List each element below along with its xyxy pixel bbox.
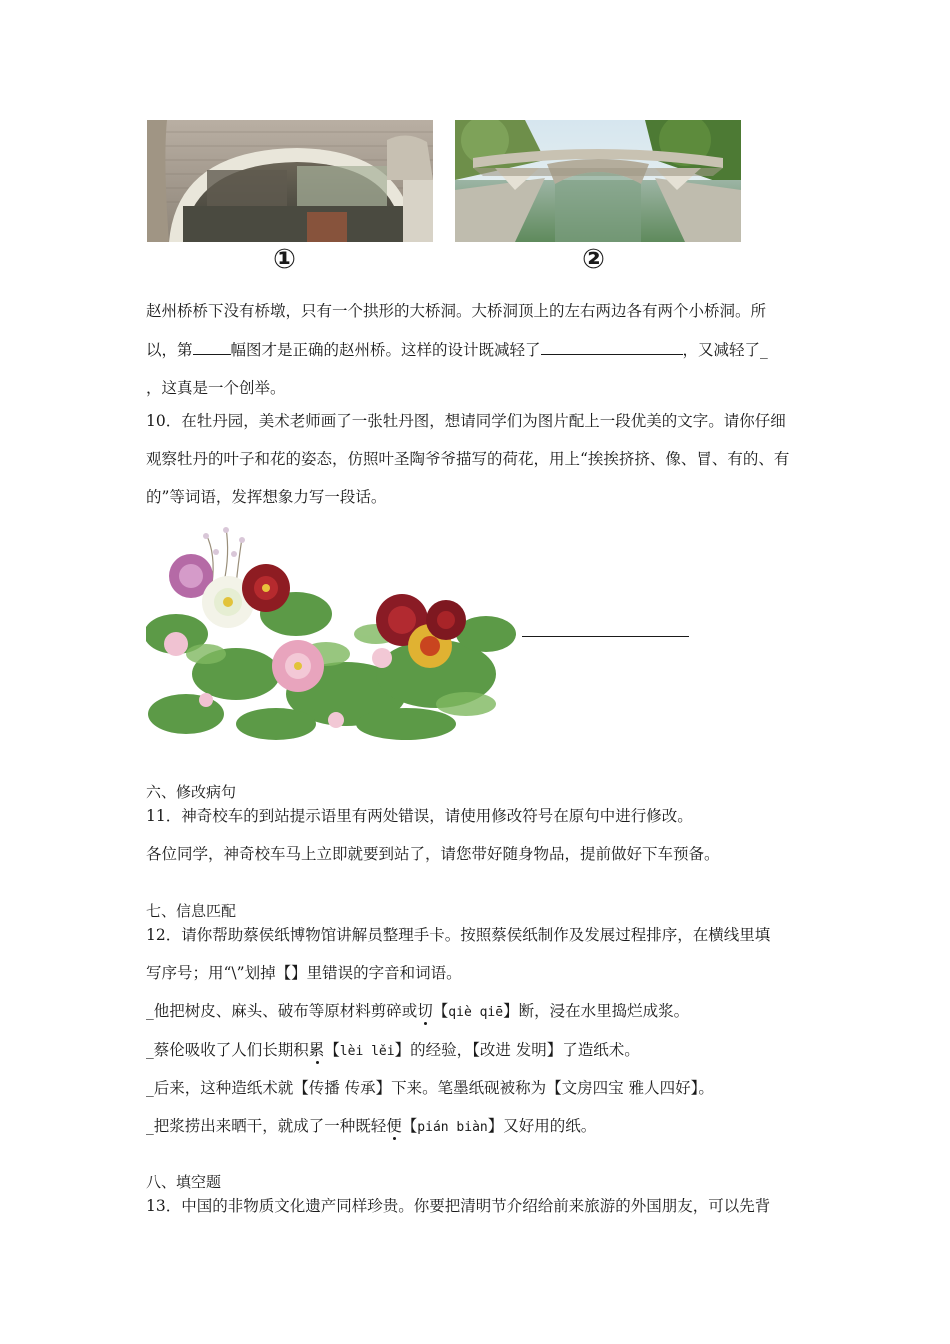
- bridge-label-2: ②: [582, 244, 605, 275]
- q12-item-1: [146, 1000, 689, 1024]
- q12-line1: 12．请你帮助蔡侯纸博物馆讲解员整理手卡。按照蔡侯纸制作及发展过程排序，在横线里填: [146, 926, 771, 944]
- q12-item-2-char: 累: [308, 1041, 325, 1059]
- q12-item-1-pinyin[interactable]: qiè qiē: [448, 1005, 504, 1020]
- q12-item-2-bracket-open: 【: [324, 1041, 340, 1059]
- q12-item-4-pinyin[interactable]: pián biàn: [417, 1120, 488, 1135]
- q12-item-4-bracket-open: 【: [401, 1117, 418, 1135]
- section6-title: 六、修改病句: [146, 783, 237, 801]
- q12-line2: 写序号；用“\”划掉【】里错误的字音和词语。: [146, 964, 462, 982]
- peony-painting: [146, 524, 520, 740]
- q9-line2-c: ，又减轻了_: [682, 341, 768, 359]
- picture-number-blank[interactable]: [193, 338, 231, 355]
- bridge-photo-1: [147, 120, 433, 242]
- q10-line2: 观察牡丹的叶子和花的姿态，仿照叶圣陶爷爷描写的荷花，用上“挨挨挤挤、像、冒、有的、有: [146, 450, 790, 468]
- q12-item-2-pinyin[interactable]: lèi lěi: [339, 1044, 395, 1059]
- q12-item-4-char: 便: [386, 1117, 402, 1135]
- q10-line1: 10．在牡丹园，美术老师画了一张牡丹图，想请同学们为图片配上一段优美的文字。请你仔细: [146, 412, 786, 430]
- q12-item-2-rest: 】的经验，【改进 发明】了造纸术。: [394, 1041, 640, 1059]
- q9-line3: ，这真是一个创举。: [146, 379, 286, 397]
- q9-line1: 赵州桥桥下没有桥墩，只有一个拱形的大桥洞。大桥洞顶上的左右两边各有两个小桥洞。所: [146, 302, 767, 320]
- q9-line2-b: 幅图才是正确的赵州桥。这样的设计既减轻了: [230, 341, 541, 359]
- q10-line3: 的”等词语，发挥想象力写一段话。: [146, 488, 387, 506]
- section7-title: 七、信息匹配: [146, 902, 237, 920]
- q12-item-1-char: 切: [417, 1002, 433, 1020]
- q12-item-2-text: _蔡伦吸收了人们长期积: [146, 1041, 309, 1059]
- q12-item-4-text: _把浆捞出来晒干，就成了一种既轻: [146, 1117, 387, 1135]
- q13-line1: 13．中国的非物质文化遗产同样珍贵。你要把清明节介绍给前来旅游的外国朋友，可以先背: [146, 1197, 771, 1215]
- q12-item-1-rest: 】断，浸在水里捣烂成浆。: [503, 1002, 690, 1020]
- q12-item-4-rest: 】又好用的纸。: [487, 1117, 597, 1135]
- reduce-weight-blank[interactable]: [541, 338, 683, 355]
- bridge-label-1: ①: [273, 244, 296, 275]
- writing-answer-line[interactable]: [522, 636, 689, 637]
- q12-item-3: _后来，这种造纸术就【传播 传承】下来。笔墨纸砚被称为【文房四宝 雅人四好】。: [146, 1079, 714, 1097]
- q11-sentence: 各位同学，神奇校车马上立即就要到站了，请您带好随身物品，提前做好下车预备。: [146, 845, 720, 863]
- q12-item-2: [146, 1039, 640, 1063]
- q12-item-1-text: _他把树皮、麻头、破布等原材料剪碎或: [146, 1002, 418, 1020]
- q9-line2-a: 以，第: [146, 341, 193, 359]
- q9-line2: [146, 338, 768, 361]
- section8-title: 八、填空题: [146, 1173, 222, 1191]
- q11-instruction: 11．神奇校车的到站提示语里有两处错误，请使用修改符号在原句中进行修改。: [146, 807, 693, 825]
- q12-item-4: [146, 1115, 596, 1139]
- q12-item-1-bracket-open: 【: [432, 1002, 449, 1020]
- bridge-photo-2: [455, 120, 741, 242]
